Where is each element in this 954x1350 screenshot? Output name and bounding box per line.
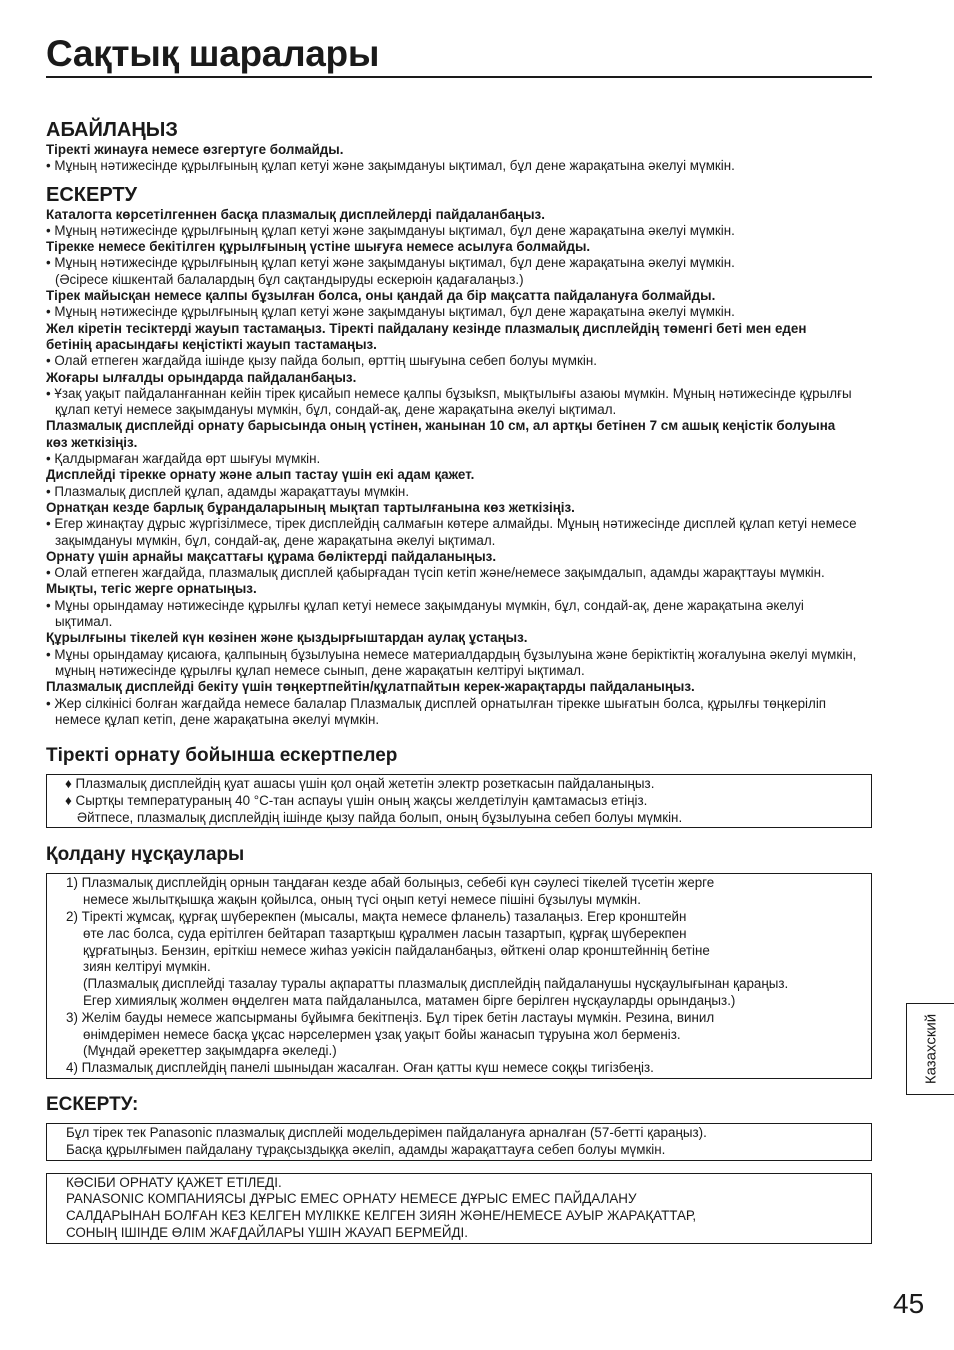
usage-item: 3) Желім бауды немесе жапсырманы бұйымға бекітпеңіз. Бұл тірек бетін ластауы мүмкін. Резина, винил bbox=[66, 1009, 715, 1025]
main-content bbox=[46, 118, 876, 1244]
disclaimer-line: КӘСІБИ ОРНАТУ ҚАЖЕТ ЕТІЛЕДІ. bbox=[66, 1174, 282, 1190]
caution-heading: ЕСКЕРТУ bbox=[46, 183, 138, 206]
usage-item-cont: құрғатыңыз. Бензин, еріткіш немесе жиһаз уәкісін пайдаланбаңыз, өйткені олар кронштейннің бетіне bbox=[83, 942, 710, 958]
install-notes-box bbox=[46, 774, 872, 828]
caution-item-title: Орнату үшін арнайы мақсаттағы құрама бөліктерді пайдаланыңыз. bbox=[46, 548, 497, 564]
install-note-item: ♦ Плазмалық дисплейдің қуат ашасы үшін қол оңай жететін электр розеткасын пайдаланыңыз. bbox=[65, 776, 655, 792]
install-notes-heading: Тіректі орнату бойынша ескертпелер bbox=[46, 745, 398, 767]
note-line: Басқа құрылғымен пайдалану тұрақсыздыққа әкеліп, адамды жарақаттауға себеп болуы мүмкін. bbox=[66, 1141, 666, 1157]
disclaimer-line: PANASONIC КОМПАНИЯСЫ ДҰРЫС ЕМЕС ОРНАТУ НЕМЕСЕ ДҰРЫС ЕМЕС ПАЙДАЛАНУ bbox=[66, 1191, 637, 1207]
caution-item-text: • Егер жинақтау дұрыс жүргізілмесе, тірек дисплейдің салмағын көтере алмайды. Мұның нәтижесінде дисплей құлап кетуі немесе зақымдануы мүмкін, бұл, сондай-ақ, дене жарақатына әкелуі ықтимал. bbox=[46, 516, 857, 548]
disclaimer-line: СОНЫҢ ІШІНДЕ ӨЛІМ ЖАҒДАЙЛАРЫ ҮШІН ЖАУАП БЕРМЕЙДІ. bbox=[66, 1225, 468, 1241]
usage-item: 2) Тіректі жұмсақ, құрғақ шүберекпен (мысалы, мақта немесе фланель) тазалаңыз. Егер кронштейн bbox=[66, 909, 687, 925]
caution-item-text: (Әсіресе кішкентай балалардың бұл сақтандыруды ескерюін қадағалаңыз.) bbox=[55, 271, 524, 287]
caution-item-text: • Олай етпеген жағдайда ішінде қызу пайда болып, өрттің шығуына себеп болуы мүмкін. bbox=[46, 353, 597, 369]
caution-item-title: Жоғары ылғалды орындарда пайдаланбаңыз. bbox=[46, 369, 357, 385]
caution-item-text: • Мұны орындамау қисаюға, қалпының бұзылуына немесе материалдардың бұзылуына және беріктіктің жоғалуына әкелуі мүмкін, мұның нәтижесінде құрылғы құлап немесе сынып, дене жарақатын келтіруі ықтимал. bbox=[46, 646, 857, 678]
caution-item-text: • Мұны орындамау нәтижесінде құрылғы құлап кетуі немесе зақымдануы мүмкін, бұл, сондай-ақ, дене жарақатына әкелуі ықтимал. bbox=[46, 597, 804, 630]
page-number: 45 bbox=[893, 1288, 925, 1319]
caution-item-text: • Қалдырмаған жағдайда өрт шығуы мүмкін. bbox=[46, 451, 321, 467]
caution-item-text: • Плазмалық дисплей құлап, адамды жарақаттауы мүмкін. bbox=[46, 483, 410, 499]
caution-item-title: Жел кіретін тесіктерді жауып тастамаңыз. Тіректі пайдалану кезінде плазмалық дисплейдің төменгі беті мен еден бетінің арасындағы кеңістікті жауып тастамаңыз. bbox=[46, 320, 807, 352]
install-note-item: ♦ Сыртқы температураның 40 °C-тан аспауы үшін оның жақсы желдетілуін қамтамасыз етіңіз. bbox=[65, 792, 648, 808]
usage-item: 4) Плазмалық дисплейдің панелі шыныдан жасалған. Оған қатты күш немесе соққы тигізбеңіз. bbox=[66, 1060, 654, 1076]
usage-item-cont: өте лас болса, суда ерітілген бейтарап тазартқыш құралмен ласын тазартып, құрғақ шүберекпен bbox=[83, 925, 687, 941]
note-line: Бұл тірек тек Panasonic плазмалық дисплейі модельдерімен пайдалануға арналған (57-бетті қараңыз). bbox=[66, 1125, 707, 1141]
warning-item-title: Тіректі жинауға немесе өзгертуге болмайды. bbox=[46, 142, 344, 157]
language-side-tab bbox=[906, 1003, 954, 1095]
warning-item-text: • Мұның нәтижесінде құрылғының құлап кетуі және зақымдануы ықтимал, бұл дене жарақатына әкелуі мүмкін. bbox=[46, 158, 735, 174]
usage-item: 1) Плазмалық дисплейдің орнын таңдаған кезде абай болыңыз, себебі күн сәулесі тікелей түсетін жерге bbox=[66, 875, 715, 891]
warning-heading: АБАЙЛАҢЫЗ bbox=[46, 119, 178, 141]
caution-item-text: • Мұның нәтижесінде құрылғының құлап кетуі және зақымдануы ықтимал, бұл дене жарақатына әкелуі мүмкін. bbox=[46, 304, 735, 320]
language-label: Казахский bbox=[922, 1013, 939, 1085]
caution-item-text: • Олай етпеген жағдайда, плазмалық дисплей қабырғадан түсіп кетіп және/немесе зақымдалып, адамды жарақттауы мүмкін. bbox=[46, 565, 825, 581]
usage-item-small: Егер химиялық жолмен өңделген мата пайдаланылса, матамен бірге берілген нұсқауларды орындаңыз.) bbox=[83, 993, 736, 1009]
disclaimer-box bbox=[46, 1173, 872, 1244]
usage-item-cont: өнімдерімен немесе басқа ұқсас нәрселермен ұзақ уақыт бойы жанасып тұруына жол берменіз. bbox=[83, 1026, 681, 1042]
caution-item-title: Мықты, тегіс жерге орнатыңыз. bbox=[46, 581, 257, 597]
usage-box bbox=[46, 873, 872, 1079]
caution-item-title: Плазмалық дисплейді бекіту үшін төңкертпейтін/құлатпайтын керек-жарақтарды пайдаланыңыз. bbox=[46, 679, 695, 695]
usage-item-cont: зиян келтіруі мүмкін. bbox=[83, 959, 211, 975]
caution-item-title: Плазмалық дисплейді орнату барысында оның үстінен, жанынан 10 см, ал артқы бетінен 7 см ашық кеңістік болуына көз жеткізіңіз. bbox=[46, 418, 836, 450]
caution-item-text: • Мұның нәтижесінде құрылғының құлап кетуі және зақымдануы ықтимал, бұл дене жарақатына әкелуі мүмкін. bbox=[46, 255, 735, 271]
usage-item-cont: (Мұндай әрекеттер зақымдарға әкеледі.) bbox=[83, 1043, 337, 1059]
caution-section bbox=[46, 207, 876, 729]
usage-item-small: (Плазмалық дисплейді тазалау туралы ақпаратты плазмалық дисплейдің пайдаланушы нұсқаулығынан қараңыз. bbox=[83, 976, 789, 992]
caution-item-text: • Мұның нәтижесінде құрылғының құлап кетуі және зақымдануы ықтимал, бұл дене жарақатына әкелуі мүмкін. bbox=[46, 222, 735, 238]
page-title: Сақтық шаралары bbox=[46, 32, 872, 78]
note-heading: ЕСКЕРТУ: bbox=[46, 1094, 139, 1116]
install-note-continuation: Әйтпесе, плазмалық дисплейдің ішінде қызу пайда болып, оның бұзылуына себеп болуы мүмкін. bbox=[77, 809, 683, 825]
caution-item-text: • Жер сілкінісі болған жағдайда немесе балалар Плазмалық дисплей орнатылған тірекке шығатын болса, құрылғы төңкеріліп немесе құлап кетіп, дене жарақатына әкелуі мүмкін. bbox=[46, 695, 827, 727]
usage-item-cont: немесе жылытқышқа жақын қойылса, оның түсі оңып кетуі немесе пішіні бұзылуы мүмкін. bbox=[83, 892, 641, 908]
caution-item-title: Құрылғыны тікелей күн көзінен және қыздырғыштардан аулақ ұстаңыз. bbox=[46, 630, 528, 646]
caution-item-title: Тірек майысқан немесе қалпы бұзылған болса, оны қандай да бір мақсатта пайдалануға болмайды. bbox=[46, 288, 716, 304]
disclaimer-line: САЛДАРЫНАН БОЛҒАН КЕЗ КЕЛГЕН МҮЛІККЕ КЕЛГЕН ЗИЯН ЖӘНЕ/НЕМЕСЕ АУЫР ЖАРАҚАТТАР, bbox=[66, 1208, 697, 1224]
caution-item-title: Орнатқан кезде барлық бұрандаларының мықтап тартылғанына көз жеткізіңіз. bbox=[46, 499, 575, 515]
caution-item-title: Тірекке немесе бекітілген құрылғының үстіне шығуға немесе асылуға болмайды. bbox=[46, 239, 591, 255]
caution-item-title: Каталогта көрсетілгеннен басқа плазмалық дисплейлерді пайдаланбаңыз. bbox=[46, 206, 545, 222]
note-box bbox=[46, 1123, 872, 1161]
warning-section bbox=[46, 142, 876, 175]
caution-item-text: • Ұзақ уақыт пайдаланғаннан кейін тірек қисайып немесе қалпы бұзыksп, мықтылығы азаюы мүмкін. Мұның нәтижесінде құрылғы құлап кетуі немесе зақымдануы мүмкін, бұл, сондай-ақ, дене жарақатына әкелуі ықтимал. bbox=[46, 385, 852, 418]
caution-item-title: Дисплейді тірекке орнату және алып тастау үшін екі адам қажет. bbox=[46, 467, 475, 483]
usage-heading: Қолдану нұсқаулары bbox=[46, 844, 245, 866]
